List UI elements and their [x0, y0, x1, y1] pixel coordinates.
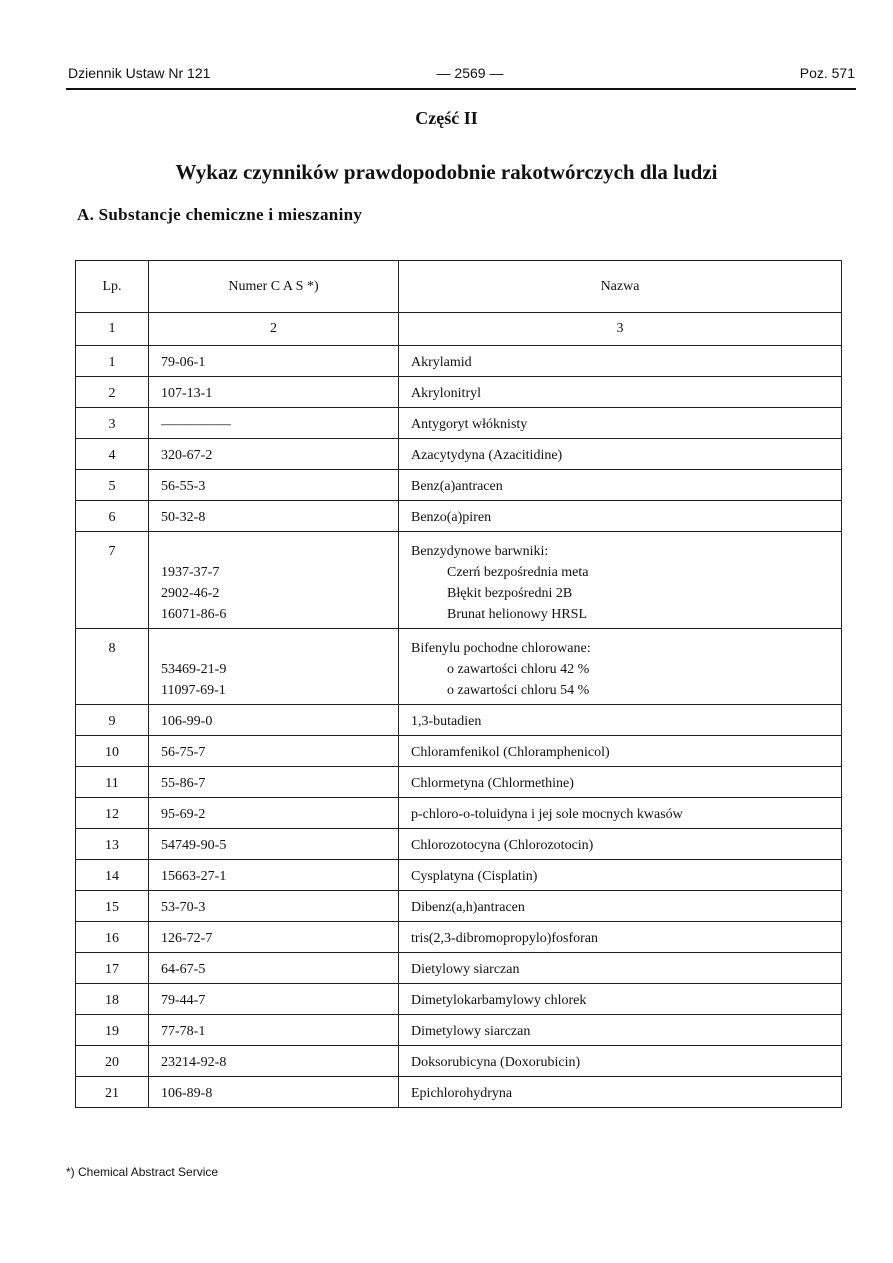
table-row [76, 408, 842, 439]
page-title: Wykaz czynników prawdopodobnie rakotwórczych dla ludzi [175, 160, 718, 184]
cell-name [399, 953, 842, 984]
cell-name [399, 922, 842, 953]
substance-name: Akrylonitryl [411, 386, 481, 401]
header-journal: Dziennik Ustaw Nr 121 [68, 65, 211, 81]
cas-number: ————— [161, 417, 231, 432]
cell-cas [149, 953, 399, 984]
part-heading: Część II [415, 108, 478, 128]
cell-name [399, 891, 842, 922]
substance-name: p-chloro-o-toluidyna i jej sole mocnych kwasów [411, 807, 683, 822]
cas-number: 107-13-1 [161, 386, 213, 401]
substance-name: Chloramfenikol (Chloramphenicol) [411, 745, 610, 760]
cell-lp: 3 [76, 408, 149, 439]
column-header-name: Nazwa [399, 261, 842, 313]
cell-name [399, 1046, 842, 1077]
cell-lp: 10 [76, 736, 149, 767]
cell-cas [149, 501, 399, 532]
table-row [76, 922, 842, 953]
cell-name [399, 860, 842, 891]
column-header-cas: Numer C A S *) [149, 261, 399, 313]
table-row [76, 984, 842, 1015]
cell-name [399, 1077, 842, 1108]
cell-name [399, 408, 842, 439]
cas-number [161, 638, 398, 659]
table-row [76, 891, 842, 922]
column-header-lp: Lp. [76, 261, 149, 313]
cell-name [399, 501, 842, 532]
cell-cas [149, 767, 399, 798]
table-row [76, 953, 842, 984]
cell-name [399, 829, 842, 860]
cell-cas [149, 1077, 399, 1108]
cell-cas [149, 1046, 399, 1077]
substance-name: Benz(a)antracen [411, 479, 503, 494]
column-number: 2 [149, 313, 399, 346]
substance-name: Benzydynowe barwniki: [411, 544, 549, 559]
substance-name: Chlormetyna (Chlormethine) [411, 776, 574, 791]
cell-cas [149, 439, 399, 470]
table-row [76, 377, 842, 408]
substance-name: Antygoryt włóknisty [411, 417, 528, 432]
cell-cas [149, 470, 399, 501]
footnote: *) Chemical Abstract Service [66, 1165, 219, 1179]
cell-name [399, 984, 842, 1015]
cell-lp: 11 [76, 767, 149, 798]
table-row [76, 470, 842, 501]
table-row [76, 860, 842, 891]
cas-number: 126-72-7 [161, 931, 213, 946]
substance-subitem: o zawartości chloru 42 % [447, 662, 590, 677]
section-heading: A. Substancje chemiczne i mieszaniny [77, 205, 363, 224]
substance-subitem: o zawartości chloru 54 % [447, 683, 590, 698]
cell-cas [149, 629, 399, 705]
substance-name: Azacytydyna (Azacitidine) [411, 448, 563, 463]
cell-cas [149, 860, 399, 891]
cell-lp: 12 [76, 798, 149, 829]
cell-cas [149, 736, 399, 767]
substance-name: Cysplatyna (Cisplatin) [411, 869, 538, 884]
table-row [76, 346, 842, 377]
cas-number: 64-67-5 [161, 962, 206, 977]
header-rule [66, 88, 856, 90]
substance-name: Bifenylu pochodne chlorowane: [411, 641, 591, 656]
cell-cas [149, 377, 399, 408]
cas-number: 320-67-2 [161, 448, 213, 463]
substance-name: Akrylamid [411, 355, 472, 370]
cell-name [399, 470, 842, 501]
cas-number: 55-86-7 [161, 776, 206, 791]
cell-name [399, 377, 842, 408]
table-row [76, 1046, 842, 1077]
table-row [76, 1015, 842, 1046]
substance-name: 1,3-butadien [411, 714, 482, 729]
cas-number [161, 541, 398, 562]
cas-number: 53-70-3 [161, 900, 206, 915]
substance-name: Dimetylowy siarczan [411, 1024, 531, 1039]
header-position: Poz. 571 [799, 65, 855, 81]
substance-name: Chlorozotocyna (Chlorozotocin) [411, 838, 594, 853]
cell-lp: 5 [76, 470, 149, 501]
cas-number: 77-78-1 [161, 1024, 206, 1039]
cell-lp: 13 [76, 829, 149, 860]
table-row [76, 767, 842, 798]
cas-number: 95-69-2 [161, 807, 206, 822]
table-row [76, 1077, 842, 1108]
substance-name: Dimetylokarbamylowy chlorek [411, 993, 587, 1008]
header-page-number: — 2569 — [436, 65, 504, 81]
table-header-row [76, 261, 842, 313]
substance-name: Dietylowy siarczan [411, 962, 520, 977]
cas-number: 1937-37-7 [161, 565, 220, 580]
substance-name: tris(2,3-dibromopropylo)fosforan [411, 931, 599, 946]
cell-lp: 19 [76, 1015, 149, 1046]
cas-number: 23214-92-8 [161, 1055, 227, 1070]
cas-number: 106-89-8 [161, 1086, 213, 1101]
cas-number: 2902-46-2 [161, 586, 220, 601]
cell-cas [149, 532, 399, 629]
substance-name: Epichlorohydryna [411, 1086, 513, 1101]
substance-name: Dibenz(a,h)antracen [411, 900, 525, 915]
cell-lp: 16 [76, 922, 149, 953]
cell-cas [149, 829, 399, 860]
substance-subitem: Czerń bezpośrednia meta [447, 565, 589, 580]
cas-number: 54749-90-5 [161, 838, 227, 853]
cell-lp: 7 [76, 532, 149, 629]
cell-lp: 14 [76, 860, 149, 891]
cas-number: 56-75-7 [161, 745, 206, 760]
substance-name: Doksorubicyna (Doxorubicin) [411, 1055, 581, 1070]
cell-lp: 8 [76, 629, 149, 705]
cell-lp: 20 [76, 1046, 149, 1077]
column-number: 1 [76, 313, 149, 346]
cell-name [399, 736, 842, 767]
cell-name [399, 767, 842, 798]
table-row [76, 705, 842, 736]
cell-lp: 9 [76, 705, 149, 736]
cas-number: 79-06-1 [161, 355, 206, 370]
cell-cas [149, 984, 399, 1015]
cell-cas [149, 408, 399, 439]
cell-name [399, 629, 842, 705]
cas-number: 11097-69-1 [161, 683, 226, 698]
substance-name: Benzo(a)piren [411, 510, 492, 525]
table-row [76, 829, 842, 860]
cas-number: 50-32-8 [161, 510, 206, 525]
cell-name [399, 532, 842, 629]
cas-number: 79-44-7 [161, 993, 206, 1008]
cas-number: 16071-86-6 [161, 607, 227, 622]
cell-cas [149, 922, 399, 953]
substance-subitem: Błękit bezpośredni 2B [447, 586, 573, 601]
table-row [76, 798, 842, 829]
cell-lp: 4 [76, 439, 149, 470]
table-row [76, 439, 842, 470]
cell-cas [149, 891, 399, 922]
table-row [76, 501, 842, 532]
column-number: 3 [399, 313, 842, 346]
cas-number: 106-99-0 [161, 714, 213, 729]
table-row [76, 736, 842, 767]
column-number-row [76, 313, 842, 346]
cas-number: 56-55-3 [161, 479, 206, 494]
cell-cas [149, 705, 399, 736]
substances-table [75, 260, 842, 1108]
cas-number: 15663-27-1 [161, 869, 227, 884]
cas-number: 53469-21-9 [161, 662, 227, 677]
cell-name [399, 346, 842, 377]
cell-lp: 17 [76, 953, 149, 984]
cell-lp: 18 [76, 984, 149, 1015]
cell-lp: 6 [76, 501, 149, 532]
table-row [76, 532, 842, 629]
cell-lp: 2 [76, 377, 149, 408]
cell-lp: 1 [76, 346, 149, 377]
cell-name [399, 439, 842, 470]
cell-cas [149, 346, 399, 377]
table-row [76, 629, 842, 705]
cell-name [399, 798, 842, 829]
substance-subitem: Brunat helionowy HRSL [447, 607, 587, 622]
cell-lp: 15 [76, 891, 149, 922]
cell-lp: 21 [76, 1077, 149, 1108]
cell-cas [149, 798, 399, 829]
cell-name [399, 705, 842, 736]
cell-name [399, 1015, 842, 1046]
cell-cas [149, 1015, 399, 1046]
